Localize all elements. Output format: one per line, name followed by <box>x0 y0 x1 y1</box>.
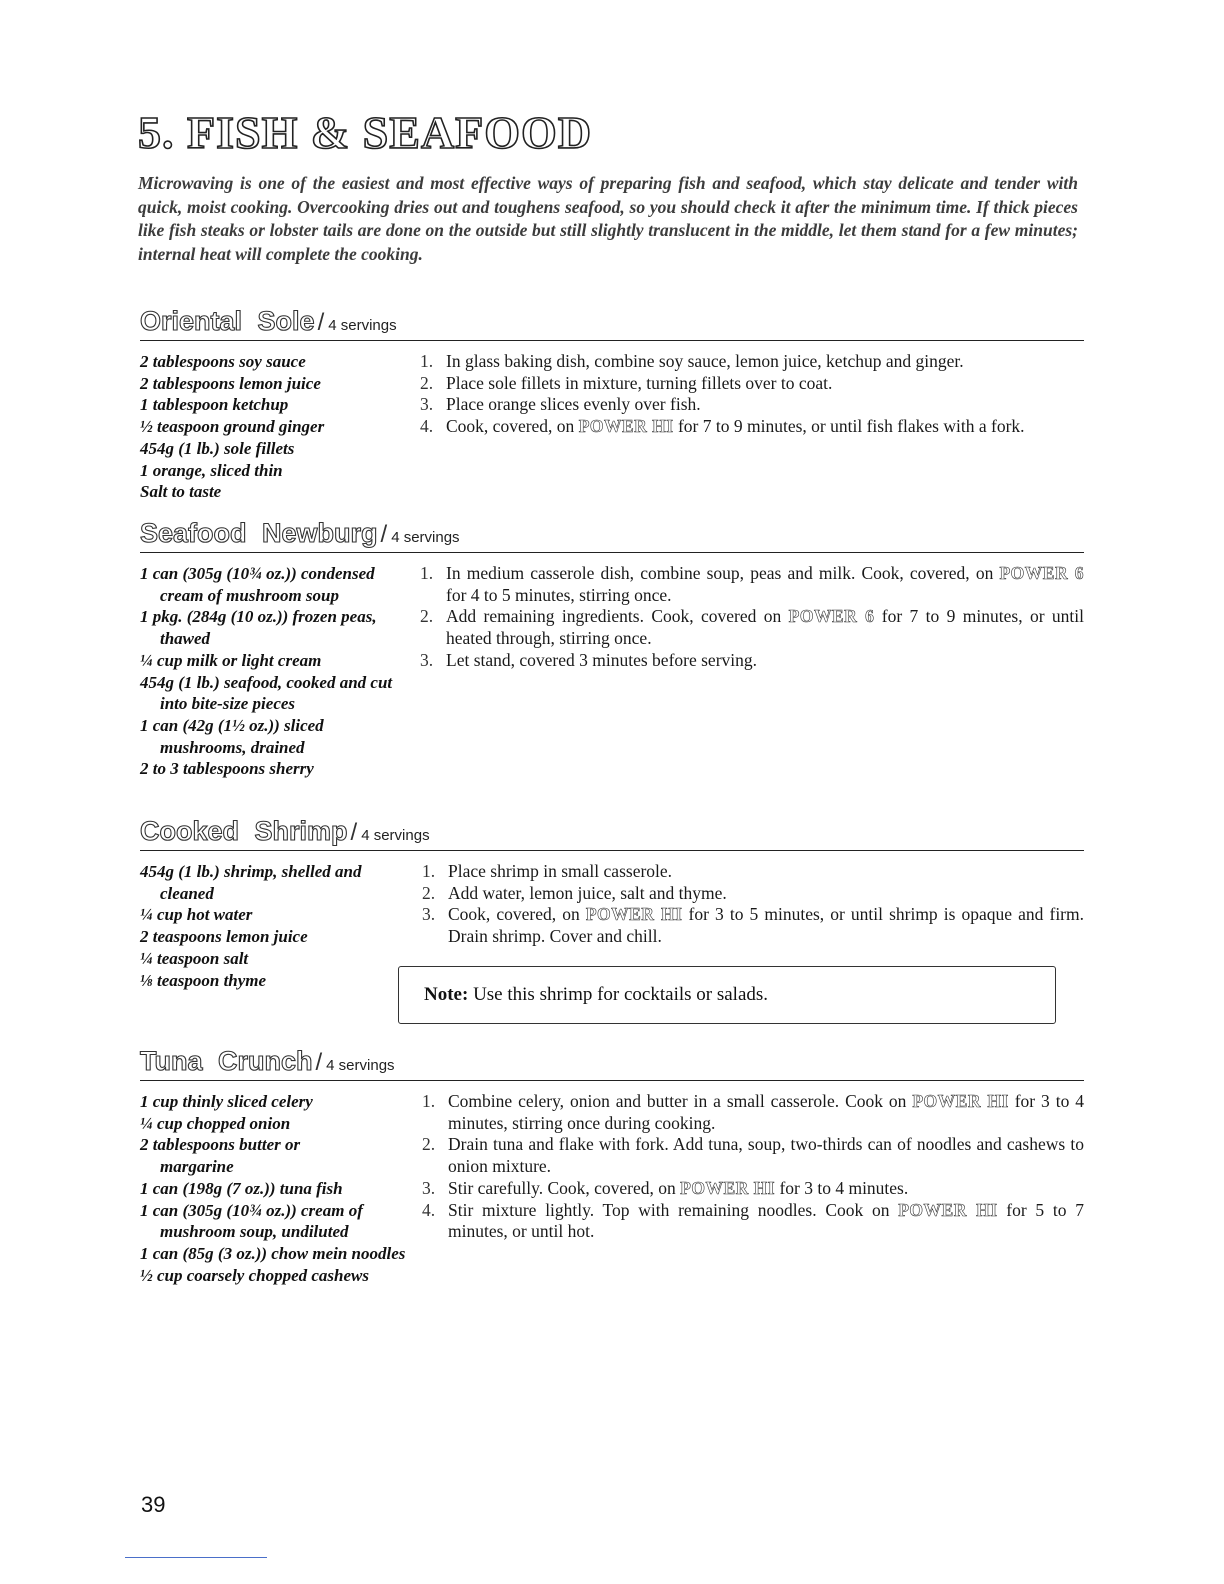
ingredient-item: ½ teaspoon ground ginger <box>140 417 325 437</box>
step-item: 1. Combine celery, onion and butter in a small casserole. Cook on POWER HI for 3 to 4 minutes, stirring once during cooking. <box>422 1091 1084 1133</box>
power-level: POWER 6 <box>788 606 875 627</box>
step-item: 2. Add remaining ingredients. Cook, covered on POWER 6 for 7 to 9 minutes, or until heated through, stirring once. <box>420 606 1084 649</box>
step-list <box>422 1091 1084 1286</box>
note-text: Use this shrimp for cocktails or salads. <box>473 983 769 1005</box>
ingredient-item: 454g (1 lb.) shrimp, shelled and cleaned <box>140 862 362 903</box>
ingredient-item: 1 can (85g (3 oz.)) chow mein noodles <box>140 1243 406 1263</box>
recipe-seafood-newburg <box>140 518 1084 780</box>
recipe-servings: 4 servings <box>361 827 430 844</box>
ingredient-item: 1 tablespoon ketchup <box>140 395 289 415</box>
power-level: POWER HI <box>912 1091 1009 1111</box>
page-number: 39 <box>141 1492 166 1517</box>
ingredient-item: 1 can (42g (1½ oz.)) sliced mushrooms, drained <box>140 715 324 757</box>
step-item: 4. Cook, covered, on POWER HI for 7 to 9 minutes, or until fish flakes with a fork. <box>420 416 1025 437</box>
ingredient-item: ½ cup coarsely chopped cashews <box>140 1265 370 1285</box>
ingredient-item: ⅛ teaspoon thyme <box>140 970 267 990</box>
recipe-title: Tuna Crunch <box>140 1046 313 1076</box>
step-item: 3. Cook, covered, on POWER HI for 3 to 5 minutes, or until shrimp is opaque and firm. Drain shrimp. Cover and chill. <box>422 904 1084 947</box>
ingredient-item: ¼ cup milk or light cream <box>140 650 322 670</box>
step-list <box>420 563 1084 780</box>
ingredient-item: 2 to 3 tablespoons sherry <box>140 759 314 779</box>
ingredient-item: 1 can (305g (10¾ oz.)) condensed cream of mushroom soup <box>140 564 375 605</box>
note-label: Note: <box>424 983 469 1005</box>
chapter-intro: Microwaving is one of the easiest and most effective ways of preparing fish and seafood, which stay delicate and tender with quick, moist cooking. Overcooking dries out and toughens seafood, so you should check it after the minimum time. If thick pieces like fish steaks or lobster tails are done on the outside but still slightly translucent in the middle, let them stand for a few minutes; internal heat will complete the cooking. <box>138 173 1078 264</box>
ingredient-list <box>140 351 415 503</box>
power-level: POWER HI <box>585 904 683 925</box>
note-box <box>398 966 1056 1024</box>
step-item: 1. In medium casserole dish, combine soup, peas and milk. Cook, covered, on POWER 6 for 4 to 5 minutes, stirring once. <box>420 563 1084 605</box>
power-level: POWER HI <box>898 1199 998 1220</box>
ingredient-list <box>140 1091 418 1286</box>
step-item: 1. Place shrimp in small casserole. <box>422 861 673 881</box>
footer-rule <box>125 1557 267 1558</box>
ingredient-item: 1 can (198g (7 oz.)) tuna fish <box>140 1178 343 1198</box>
ingredient-item: 1 orange, sliced thin <box>140 460 283 480</box>
ingredient-item: 2 teaspoons lemon juice <box>140 927 308 947</box>
ingredient-item: 1 pkg. (284g (10 oz.)) frozen peas, thawed <box>140 607 377 649</box>
step-item: 1. In glass baking dish, combine soy sauce, lemon juice, ketchup and ginger. <box>420 351 964 371</box>
recipe-title: Seafood Newburg <box>140 518 378 548</box>
ingredient-item: 2 tablespoons soy sauce <box>140 352 306 371</box>
step-list <box>422 861 1084 948</box>
ingredient-list <box>140 563 415 780</box>
recipe-title: Cooked Shrimp <box>140 816 348 846</box>
ingredient-list <box>140 861 418 1024</box>
ingredient-item: ¼ cup chopped onion <box>140 1113 291 1133</box>
recipe-servings: 4 servings <box>391 529 460 546</box>
step-item: 3. Place orange slices evenly over fish. <box>420 394 701 415</box>
ingredient-item: Salt to taste <box>140 482 222 502</box>
ingredient-item: 454g (1 lb.) seafood, cooked and cut into bite-size pieces <box>140 672 393 714</box>
step-item: 2. Place sole fillets in mixture, turning fillets over to coat. <box>420 372 833 393</box>
recipe-header: Oriental Sole / 4 servings <box>140 306 1084 341</box>
recipe-cooked-shrimp <box>140 816 1084 1024</box>
chapter-title: 5. FISH & SEAFOOD <box>138 107 593 158</box>
step-item: 4. Stir mixture lightly. Top with remaining noodles. Cook on POWER HI for 5 to 7 minutes, or until hot. <box>422 1199 1084 1242</box>
recipe-title: Oriental Sole <box>140 306 315 336</box>
recipe-tuna-crunch <box>140 1046 1084 1286</box>
power-level: POWER 6 <box>999 563 1084 583</box>
recipe-header: Tuna Crunch / 4 servings <box>140 1046 1084 1081</box>
recipe-header: Seafood Newburg / 4 servings <box>140 518 1084 553</box>
ingredient-item: 1 cup thinly sliced celery <box>140 1092 313 1111</box>
step-list <box>420 351 1084 503</box>
step-item: 2. Drain tuna and flake with fork. Add tuna, soup, two-thirds can of noodles and cashews to onion mixture. <box>422 1134 1084 1177</box>
recipe-oriental-sole <box>140 306 1084 503</box>
ingredient-item: ¼ cup hot water <box>140 905 253 925</box>
recipe-servings: 4 servings <box>328 317 397 334</box>
step-item: 3. Stir carefully. Cook, covered, on POWER HI for 3 to 4 minutes. <box>422 1177 909 1198</box>
step-item: 3. Let stand, covered 3 minutes before serving. <box>420 649 758 670</box>
ingredient-item: 2 tablespoons lemon juice <box>140 373 321 393</box>
ingredient-item: 2 tablespoons butter or margarine <box>140 1135 301 1177</box>
step-item: 2. Add water, lemon juice, salt and thyme. <box>422 882 727 903</box>
ingredient-item: 454g (1 lb.) sole fillets <box>140 438 295 458</box>
recipe-header: Cooked Shrimp / 4 servings <box>140 816 1084 851</box>
ingredient-item: ¼ teaspoon salt <box>140 948 249 968</box>
power-level: POWER HI <box>578 416 674 437</box>
recipe-servings: 4 servings <box>326 1057 395 1074</box>
power-level: POWER HI <box>680 1177 776 1198</box>
ingredient-item: 1 can (305g (10¾ oz.)) cream of mushroom soup, undiluted <box>140 1200 363 1242</box>
